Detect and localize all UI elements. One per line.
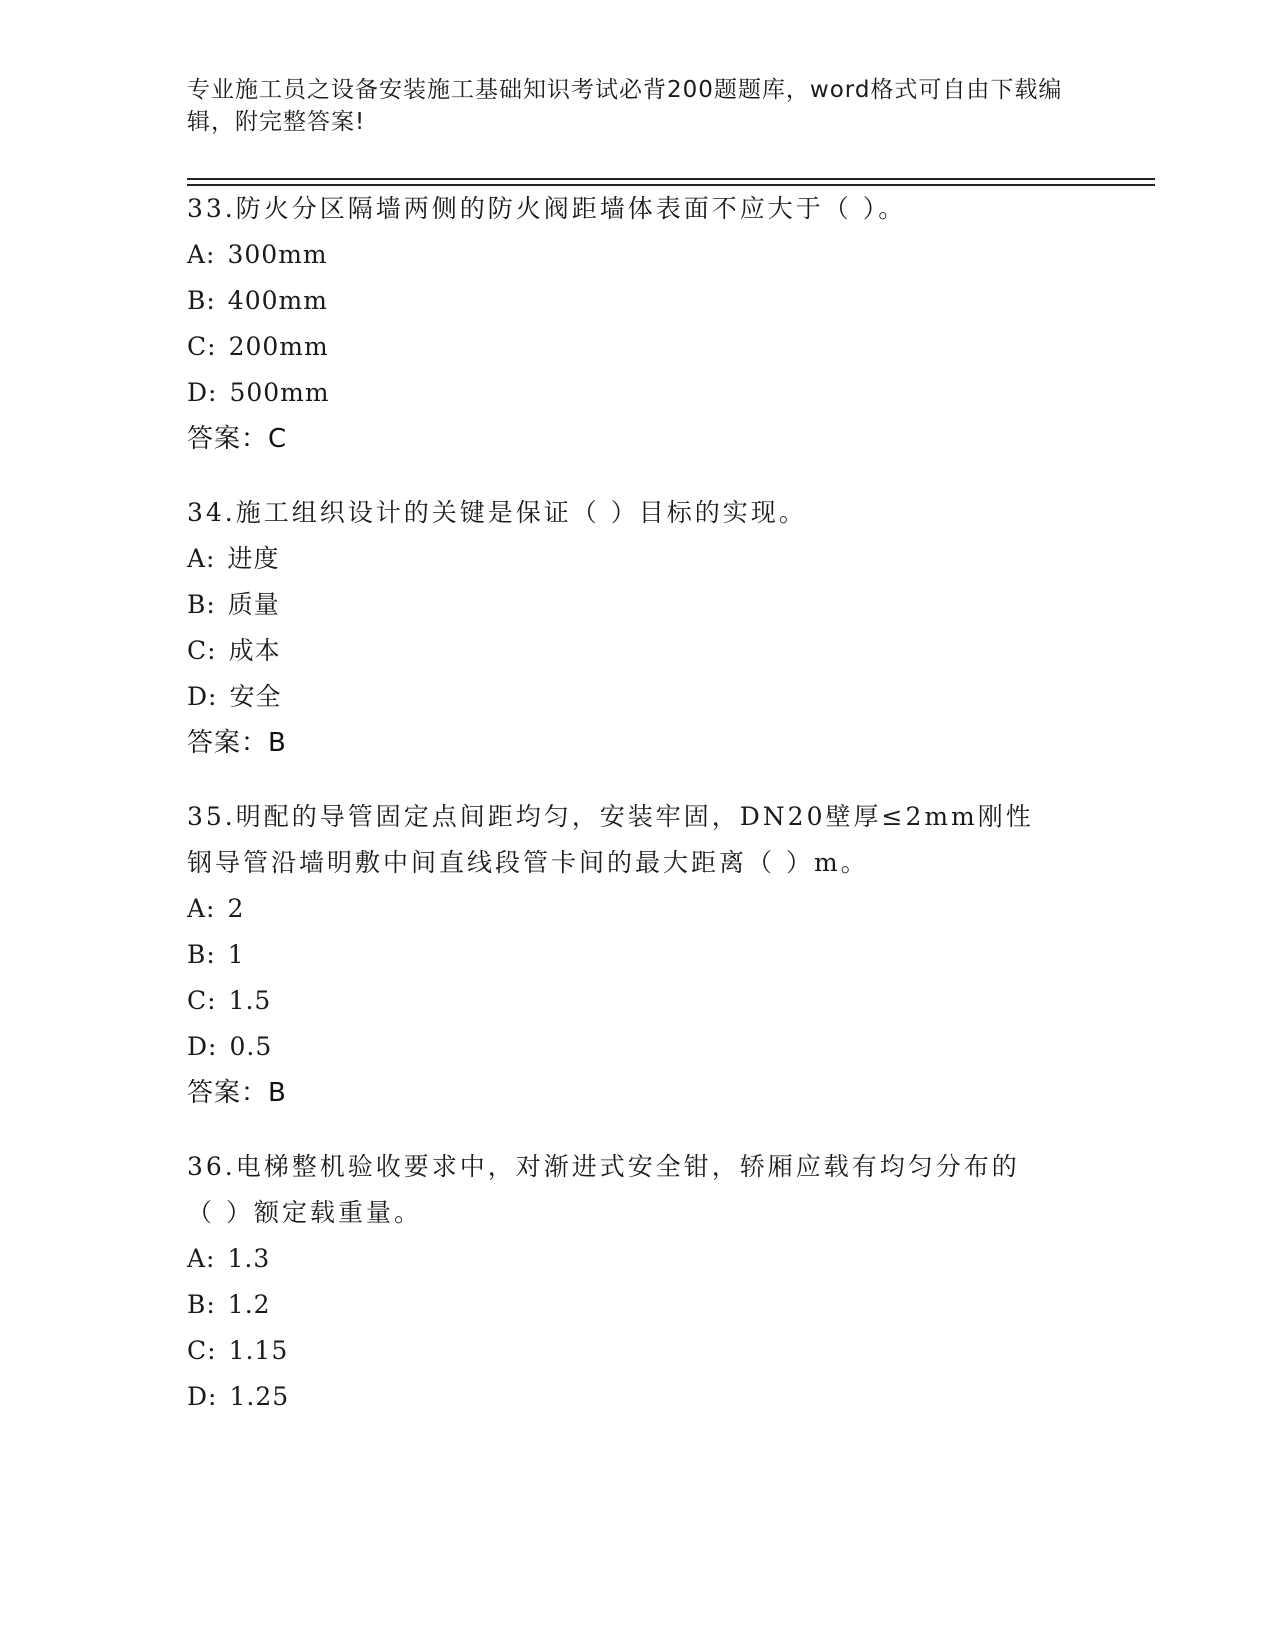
option-a (187, 1236, 1047, 1282)
option-letter: D: (187, 1032, 218, 1061)
option-c (187, 628, 1087, 674)
answer-line: 答案：B (187, 728, 287, 758)
option-text: 1.3 (227, 1244, 271, 1273)
answer-line: 答案：C (187, 424, 288, 454)
option-text: 1.2 (227, 1290, 271, 1319)
option-text: 300mm (227, 240, 328, 269)
question-stem: 34.施工组织设计的关键是保证（ ）目标的实现。 (187, 498, 807, 527)
option-letter: A: (187, 1244, 216, 1273)
option-c (187, 978, 1047, 1024)
option-letter: D: (187, 682, 218, 711)
question-35 (187, 794, 1047, 1116)
document-header: 专业施工员之设备安装施工基础知识考试必背200题题库，word格式可自由下载编辑，附完整答案! (187, 77, 1063, 135)
option-text: 0.5 (229, 1032, 273, 1061)
option-text: 质量 (227, 590, 280, 619)
option-letter: A: (187, 544, 216, 573)
option-text: 成本 (228, 636, 281, 665)
question-stem: 35.明配的导管固定点间距均匀，安装牢固，DN20壁厚≤2mm刚性钢导管沿墙明敷中间直线段管卡间的最大距离（ ）m。 (187, 802, 1034, 877)
question-34 (187, 490, 1087, 766)
option-text: 400mm (227, 286, 328, 315)
option-text: 200mm (228, 332, 329, 361)
option-letter: D: (187, 1382, 218, 1411)
option-text: 500mm (229, 378, 330, 407)
option-text: 1.25 (229, 1382, 290, 1411)
option-b (187, 1282, 1047, 1328)
option-a (187, 232, 1087, 278)
option-text: 1 (227, 940, 245, 969)
question-33 (187, 186, 1087, 462)
option-b (187, 582, 1087, 628)
question-stem: 33.防火分区隔墙两侧的防火阀距墙体表面不应大于（ ）。 (187, 194, 907, 223)
option-letter: C: (187, 1336, 217, 1365)
option-letter: A: (187, 240, 216, 269)
option-letter: C: (187, 986, 217, 1015)
option-c (187, 324, 1087, 370)
header-divider-top (187, 178, 1155, 180)
option-letter: B: (187, 940, 216, 969)
option-letter: B: (187, 1290, 216, 1319)
option-d (187, 674, 1087, 720)
option-d (187, 1024, 1047, 1070)
option-text: 1.15 (228, 1336, 289, 1365)
option-d (187, 1374, 1047, 1420)
question-36 (187, 1144, 1047, 1420)
question-stem: 36.电梯整机验收要求中，对渐进式安全钳，轿厢应载有均匀分布的（ ）额定载重量。 (187, 1152, 1020, 1227)
option-b (187, 278, 1087, 324)
option-d (187, 370, 1087, 416)
option-b (187, 932, 1047, 978)
option-text: 1.5 (228, 986, 272, 1015)
option-letter: D: (187, 378, 218, 407)
option-text: 2 (227, 894, 245, 923)
option-text: 安全 (229, 682, 282, 711)
answer-line: 答案：B (187, 1078, 287, 1108)
option-letter: A: (187, 894, 216, 923)
option-letter: C: (187, 332, 217, 361)
option-a (187, 536, 1087, 582)
option-c (187, 1328, 1047, 1374)
option-letter: C: (187, 636, 217, 665)
option-letter: B: (187, 286, 216, 315)
option-text: 进度 (227, 544, 280, 573)
option-letter: B: (187, 590, 216, 619)
option-a (187, 886, 1047, 932)
